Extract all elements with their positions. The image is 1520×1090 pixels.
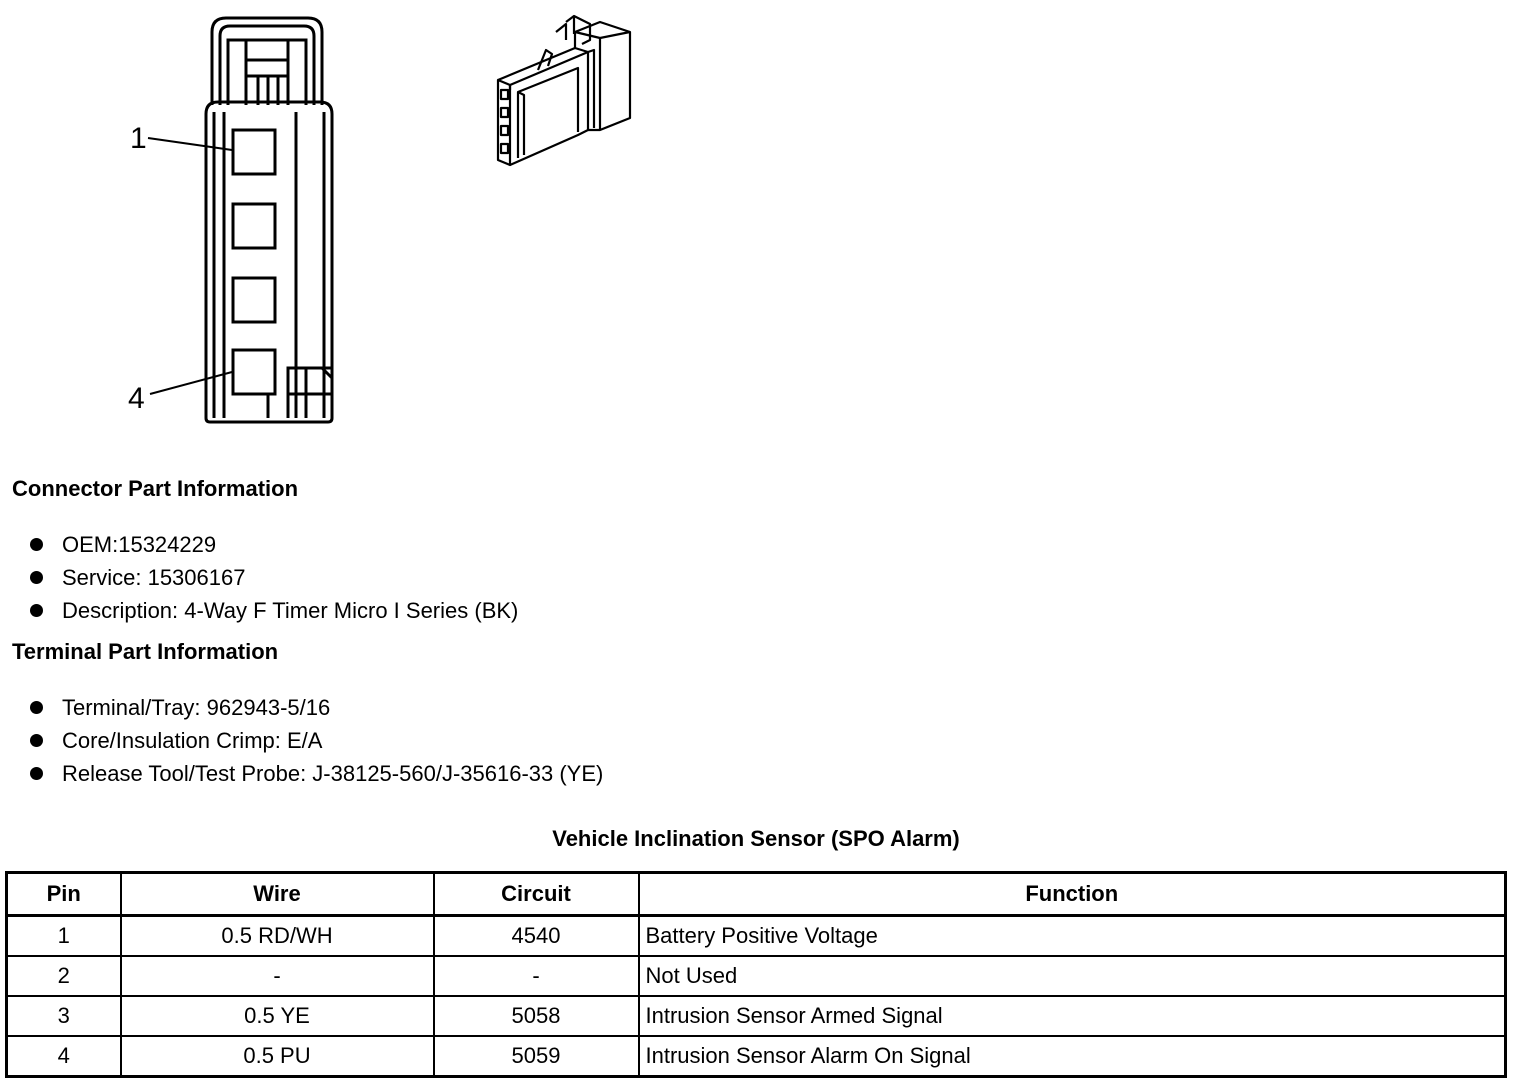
terminal-part-info-heading: Terminal Part Information (12, 639, 279, 664)
cell-circuit: - (434, 956, 639, 996)
table-row (7, 996, 1506, 1036)
bullet-icon (30, 734, 43, 747)
table-row (7, 956, 1506, 996)
list-item: Description: 4-Way F Timer Micro I Series (BK) (28, 594, 518, 627)
bullet-icon (30, 767, 43, 780)
connector-face-diagram (100, 10, 360, 430)
cell-pin: 3 (7, 996, 121, 1036)
cell-function: Intrusion Sensor Alarm On Signal (639, 1036, 1506, 1077)
terminal-part-info-list (28, 691, 603, 790)
bullet-icon (30, 571, 43, 584)
connector-part-info-heading: Connector Part Information (12, 476, 299, 501)
table-row (7, 1036, 1506, 1077)
bullet-icon (30, 701, 43, 714)
table-row (7, 916, 1506, 957)
cell-function: Intrusion Sensor Armed Signal (639, 996, 1506, 1036)
cell-circuit: 4540 (434, 916, 639, 957)
list-item: Service: 15306167 (28, 561, 518, 594)
cell-wire: 0.5 YE (121, 996, 434, 1036)
cell-pin: 1 (7, 916, 121, 957)
cell-wire: 0.5 PU (121, 1036, 434, 1077)
header-wire: Wire (121, 873, 434, 916)
list-item: Release Tool/Test Probe: J-38125-560/J-35616-33 (YE) (28, 757, 603, 790)
cell-circuit: 5059 (434, 1036, 639, 1077)
cell-wire: 0.5 RD/WH (121, 916, 434, 957)
bullet-icon (30, 604, 43, 617)
table-header-row (7, 873, 1506, 916)
cell-function: Battery Positive Voltage (639, 916, 1506, 957)
cell-wire: - (121, 956, 434, 996)
header-pin: Pin (7, 873, 121, 916)
list-item: Terminal/Tray: 962943-5/16 (28, 691, 603, 724)
cell-circuit: 5058 (434, 996, 639, 1036)
connector-part-info-list (28, 528, 518, 627)
pin-4-label: 4 (128, 382, 145, 415)
header-circuit: Circuit (434, 873, 639, 916)
table-title: Vehicle Inclination Sensor (SPO Alarm) (552, 826, 960, 851)
list-item: OEM:15324229 (28, 528, 518, 561)
list-item: Core/Insulation Crimp: E/A (28, 724, 603, 757)
cell-pin: 4 (7, 1036, 121, 1077)
bullet-icon (30, 538, 43, 551)
cell-function: Not Used (639, 956, 1506, 996)
pin-1-label: 1 (130, 122, 147, 155)
connector-3d-illustration (490, 10, 640, 170)
pinout-table (5, 871, 1507, 1078)
cell-pin: 2 (7, 956, 121, 996)
header-function: Function (639, 873, 1506, 916)
